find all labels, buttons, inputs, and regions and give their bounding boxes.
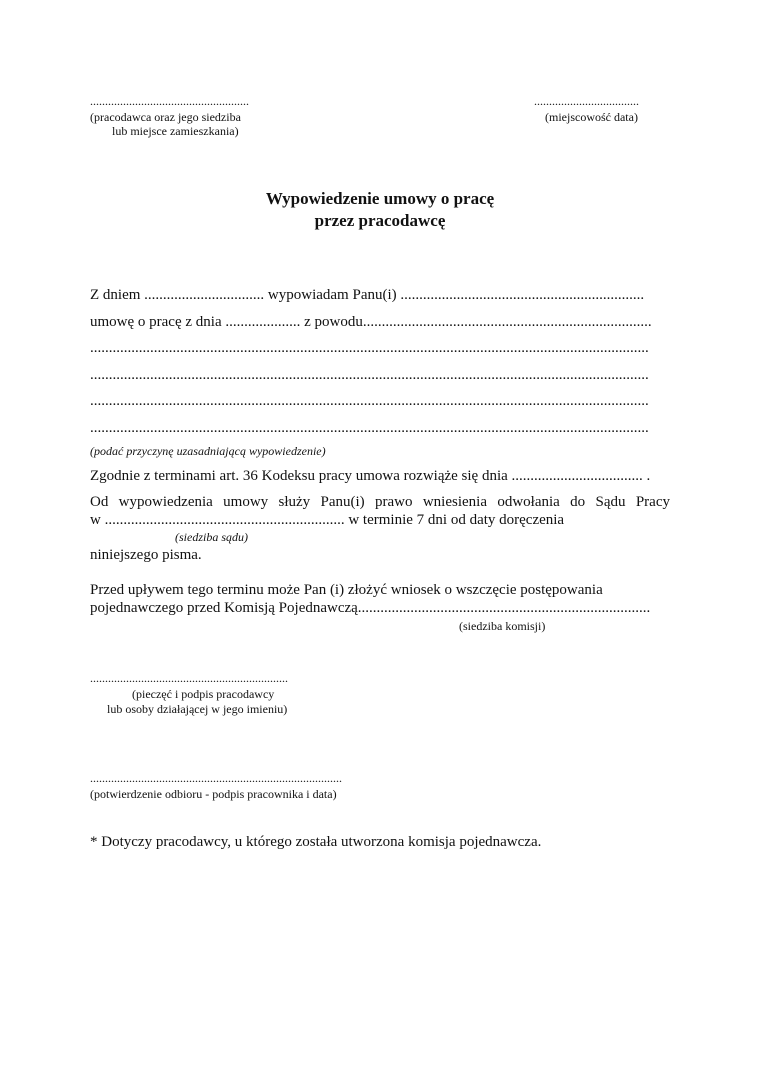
employer-signature-label: (pieczęć i podpis pracodawcy <box>132 687 275 701</box>
commission-seat-note: (siedziba komisji) <box>459 619 546 633</box>
employer-label: (pracodawca oraz jego siedziba <box>90 110 241 124</box>
termination-clause: Zgodnie z terminami art. 36 Kodeksu pracy umowa rozwiąże się dnia ................................... . <box>90 468 651 484</box>
reason-dots-line-1: ..................................................................................................................................................... <box>90 340 649 356</box>
conciliation-clause-line-1: Przed upływem tego terminu może Pan (i) złożyć wniosek o wszczęcie postępowania <box>90 582 603 598</box>
place-date-label: (miejscowość data) <box>545 110 638 124</box>
reason-dots-line-4: ..................................................................................................................................................... <box>90 420 649 436</box>
appeal-clause-line-1: Od wypowiedzenia umowy służy Panu(i) prawo wniesienia odwołania do Sądu Pracy <box>90 494 670 510</box>
appeal-clause-line-2: w ................................................................ w terminie 7 dni od daty doręczenia <box>90 512 565 528</box>
document-title-line-2: przez pracodawcę <box>314 211 446 230</box>
conciliation-clause-line-2: pojednawczego przed Komisją Pojednawczą.............................................................................. <box>90 600 651 616</box>
receipt-signature-label: (potwierdzenie odbioru - podpis pracownika i data) <box>90 787 337 801</box>
place-date-dots: ................................... <box>534 94 639 108</box>
appeal-clause-line-3: niniejszego pisma. <box>90 547 202 563</box>
employer-label-continued: lub miejsce zamieszkania) <box>112 124 239 138</box>
termination-date-line: Z dniem ................................ wypowiadam Panu(i) ................................................................. <box>90 287 645 303</box>
contract-reason-line: umowę o pracę z dnia .................... z powodu............................................................................. <box>90 314 652 330</box>
reason-note: (podać przyczynę uzasadniającą wypowiedzenie) <box>90 444 326 458</box>
employer-dots: ..................................................... <box>90 94 249 108</box>
reason-dots-line-2: ..................................................................................................................................................... <box>90 367 649 383</box>
document-title-line-1: Wypowiedzenie umowy o pracę <box>265 189 495 208</box>
employer-signature-dots: .................................................................. <box>90 671 288 685</box>
footnote: * Dotyczy pracodawcy, u którego została utworzona komisja pojednawcza. <box>90 834 542 850</box>
employer-signature-label-continued: lub osoby działającej w jego imieniu) <box>107 702 288 716</box>
court-seat-note: (siedziba sądu) <box>175 530 248 544</box>
reason-dots-line-3: ..................................................................................................................................................... <box>90 393 649 409</box>
receipt-signature-dots: .................................................................................... <box>90 771 342 785</box>
